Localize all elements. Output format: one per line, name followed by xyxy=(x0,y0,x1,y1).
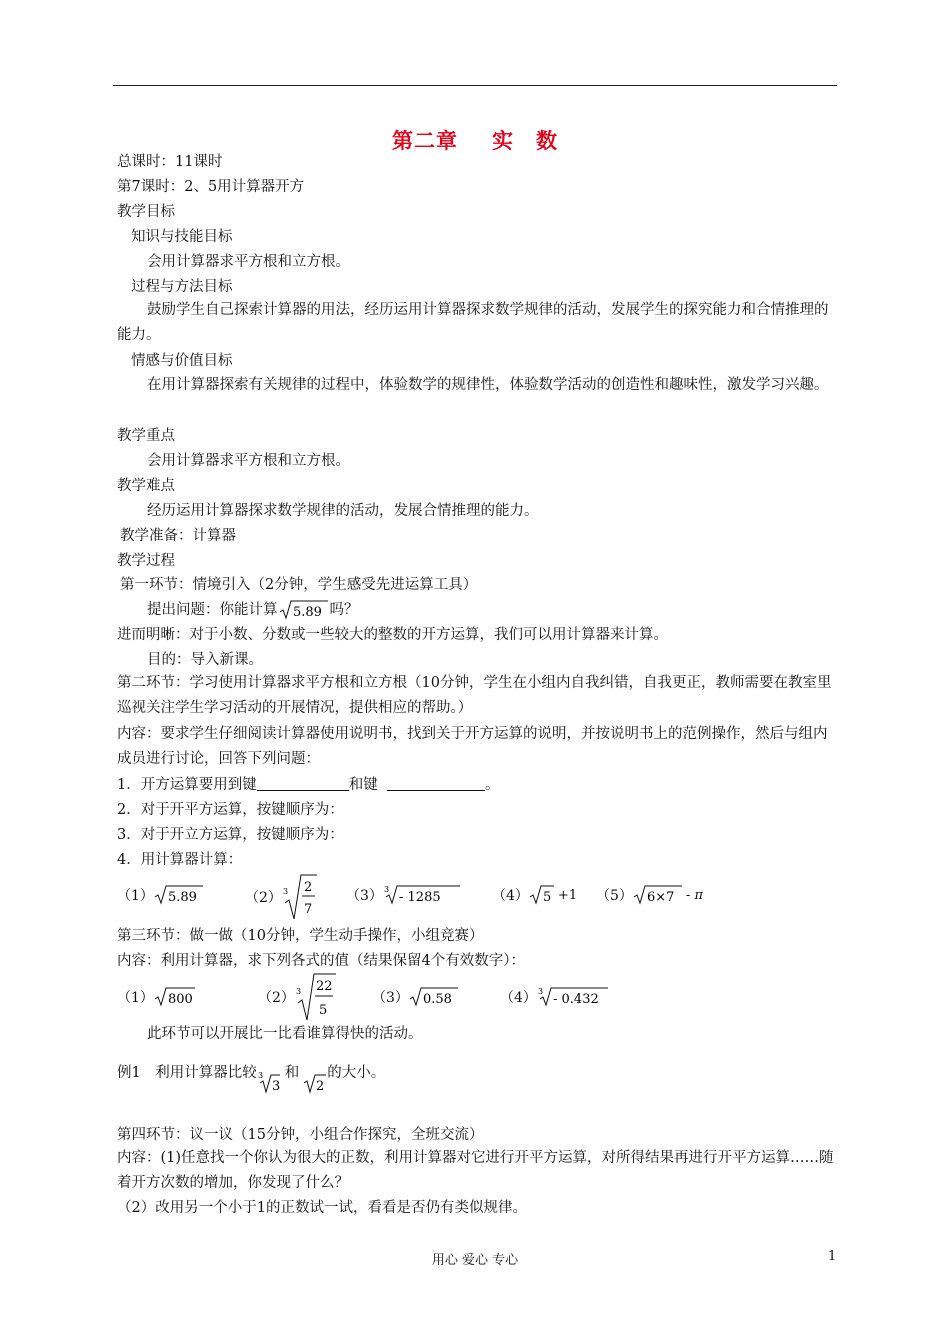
chapter-title xyxy=(0,125,950,155)
exercise-label: （3） xyxy=(372,990,409,1006)
exercise-1-2 xyxy=(245,873,318,921)
exercise-2-2 xyxy=(258,972,337,1022)
exercise-2-4 xyxy=(500,986,609,1008)
radicand: 800 xyxy=(167,992,193,1007)
radicand: 5 xyxy=(542,890,552,905)
radical-sign xyxy=(633,884,683,906)
exercise-label: （4） xyxy=(500,990,537,1006)
question-4: 4．用计算器计算： xyxy=(117,852,243,868)
exercise-label: （3） xyxy=(346,888,383,904)
radicand: 6×7 xyxy=(646,890,675,905)
question-text: 提出问题：你能计算 xyxy=(147,602,278,618)
heading-key-point: 教学重点 xyxy=(117,428,175,444)
exercise-1-4 xyxy=(492,884,577,906)
answer-blank-1[interactable] xyxy=(257,776,349,791)
question-1 xyxy=(117,775,499,795)
exercise-2-3 xyxy=(372,986,459,1008)
stage-two: 第二环节：学习使用计算器求平方根和立方根（10分钟，学生在小组内自我纠错，自我更正，教师需要在教室里巡视关注学生学习活动的开展情况，提供相应的帮助。） xyxy=(117,675,832,716)
stage-two-content: 内容：要求学生仔细阅读计算器使用说明书，找到关于开方运算的说明，并按说明书上的范例操作，然后与组内成员进行讨论，回答下列问题： xyxy=(117,726,828,767)
radicand: - 0.432 xyxy=(552,992,599,1007)
cube-root xyxy=(383,884,461,906)
radical-sign xyxy=(154,986,196,1008)
example-1 xyxy=(117,1051,385,1095)
stage-three-note: 此环节可以开展比一比看谁算得快的活动。 xyxy=(147,1026,423,1042)
example-text: 例1 利用计算器比较 xyxy=(117,1065,257,1081)
total-hours: 总课时：11课时 xyxy=(117,154,223,170)
radical-sign xyxy=(409,986,459,1008)
exercise-1-3 xyxy=(346,884,461,906)
question-1-mid: 和键 xyxy=(348,777,378,793)
question-3: 3．对于开立方运算，按键顺序为： xyxy=(117,827,344,843)
cube-root xyxy=(537,986,609,1008)
example-end: 的大小。 xyxy=(327,1065,386,1081)
plus-one: +1 xyxy=(557,887,578,903)
denominator: 5 xyxy=(318,1003,328,1018)
footer-motto: 用心 爱心 专心 xyxy=(431,1253,519,1268)
numerator: 2 xyxy=(303,880,313,895)
heading-process: 教学过程 xyxy=(117,553,175,569)
exercise-1-5 xyxy=(596,884,703,906)
exercise-label: （2） xyxy=(245,890,282,906)
exercise-label: （1） xyxy=(117,990,154,1006)
question-line xyxy=(147,599,359,621)
page-number: 1 xyxy=(828,1249,837,1264)
radical-sign xyxy=(154,884,204,906)
lesson-title: 第7课时：2、5用计算器开方 xyxy=(117,179,305,195)
radicand: 5.89 xyxy=(167,890,197,905)
subheading-emotion: 情感与价值目标 xyxy=(131,353,233,369)
stage-four: 第四环节：议一议（15分钟，小组合作探究，全班交流） xyxy=(117,1127,484,1143)
key-point-text: 会用计算器求平方根和立方根。 xyxy=(147,453,350,469)
root-index: 3 xyxy=(383,885,390,894)
radical-sign xyxy=(279,599,329,621)
stage-four-content: 内容：(1)任意找一个你认为很大的正数，利用计算器对它进行开平方运算，对所得结果再进行开平方运算……随着开方次数的增加，你发现了什么？ xyxy=(117,1150,834,1191)
question-1-end: 。 xyxy=(484,777,500,793)
stage-three-content: 内容：利用计算器，求下列各式的值（结果保留4个有效数字）： xyxy=(117,953,525,969)
radicand: - 1285 xyxy=(398,890,441,905)
emotion-text: 在用计算器探索有关规律的过程中，体验数学的规律性，体验数学活动的创造性和趣味性，激发学习兴趣。 xyxy=(147,377,829,393)
root-index: 3 xyxy=(295,987,302,996)
preparation: 教学准备：计算器 xyxy=(120,528,236,544)
purpose: 目的：导入新课。 xyxy=(147,652,263,668)
chapter-name: 实 数 xyxy=(492,128,558,153)
knowledge-text: 会用计算器求平方根和立方根。 xyxy=(147,254,350,270)
question-end: 吗？ xyxy=(329,602,359,618)
cube-root-fraction xyxy=(282,873,318,921)
heading-difficulty: 教学难点 xyxy=(117,478,175,494)
sqrt-2 xyxy=(303,1065,327,1095)
stage-one: 第一环节：情境引入（2分钟，学生感受先进运算工具） xyxy=(120,577,478,593)
exercise-label: （4） xyxy=(492,888,529,904)
numerator: 22 xyxy=(315,979,333,994)
minus-pi: - π xyxy=(685,887,703,903)
radicand: 2 xyxy=(316,1079,325,1094)
clarification: 进而明晰：对于小数、分数或一些较大的整数的开方运算，我们可以用计算器来计算。 xyxy=(117,627,668,643)
root-index: 3 xyxy=(282,887,289,896)
heading-goals: 教学目标 xyxy=(117,204,175,220)
radicand: 3 xyxy=(271,1079,281,1094)
question-1-text: 1．开方运算要用到键 xyxy=(117,777,257,793)
stage-three: 第三环节：做一做（10分钟，学生动手操作，小组竞赛） xyxy=(117,928,484,944)
header-rule xyxy=(113,85,837,86)
subheading-process: 过程与方法目标 xyxy=(131,279,233,295)
denominator: 7 xyxy=(303,902,313,917)
exercise-1-1 xyxy=(117,884,204,906)
example-and: 和 xyxy=(284,1065,300,1081)
exercise-label: （1） xyxy=(117,888,154,904)
radicand: 5.89 xyxy=(292,605,322,620)
exercise-2-1 xyxy=(117,986,196,1008)
root-index: 3 xyxy=(257,1071,263,1080)
stage-four-part2: （2）改用另一个小于1的正数试一试，看看是否仍有类似规律。 xyxy=(117,1200,527,1216)
cube-root-fraction xyxy=(295,972,337,1022)
subheading-knowledge: 知识与技能目标 xyxy=(131,229,233,245)
radicand: 0.58 xyxy=(422,992,452,1007)
radical-sign xyxy=(529,884,555,906)
exercise-label: （5） xyxy=(596,888,633,904)
process-text: 鼓励学生自己探索计算器的用法，经历运用计算器探求数学规律的活动，发展学生的探究能力和合情推理的能力。 xyxy=(117,302,829,343)
sqrt-5-89 xyxy=(279,599,329,621)
answer-blank-2[interactable] xyxy=(387,776,485,791)
exercise-label: （2） xyxy=(258,990,295,1006)
chapter-number: 第二章 xyxy=(392,128,458,153)
cube-root-3 xyxy=(257,1065,281,1095)
difficulty-text: 经历运用计算器探求数学规律的活动，发展合情推理的能力。 xyxy=(147,503,539,519)
question-2: 2．对于开平方运算，按键顺序为： xyxy=(117,802,344,818)
root-index: 3 xyxy=(537,987,544,996)
